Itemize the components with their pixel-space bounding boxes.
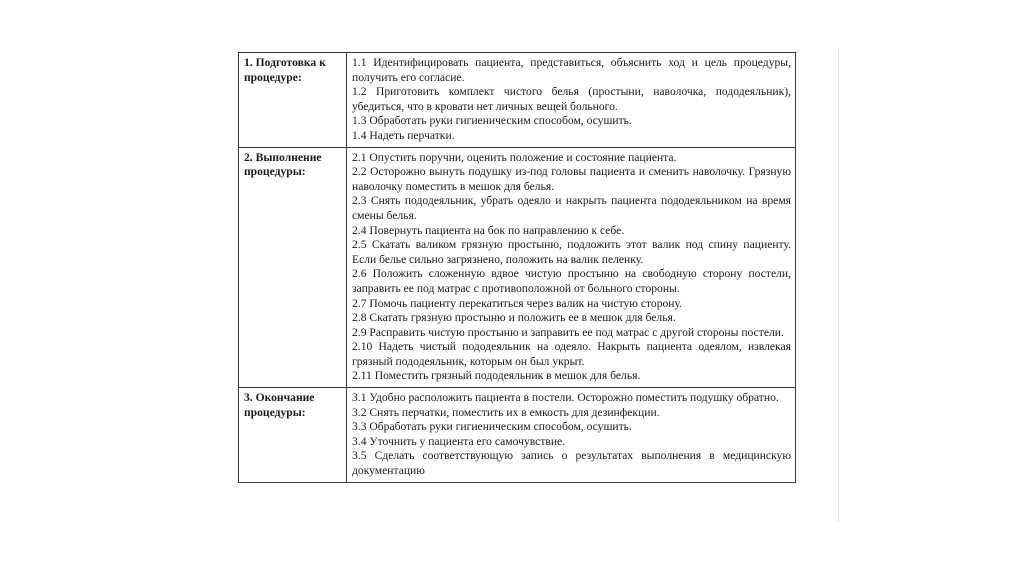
step-item: 2.11 Поместить грязный пододеяльник в мешок для белья. bbox=[352, 369, 641, 383]
stage-steps bbox=[347, 147, 796, 388]
table-row bbox=[239, 53, 796, 148]
stage-title: 2. Выполнение процедуры: bbox=[239, 147, 347, 388]
step-item: 1.4 Надеть перчатки. bbox=[352, 128, 455, 142]
page-edge-divider bbox=[838, 50, 839, 522]
step-item: 2.5 Скатать валиком грязную простыню, подложить этот валик под спину пациенту. Если белье сильно загрязнено, положить на валик пеленку. bbox=[352, 238, 791, 266]
stage-title: 1. Подготовка к процедуре: bbox=[239, 53, 347, 148]
step-item: 2.4 Повернуть пациента на бок по направлению к себе. bbox=[352, 223, 625, 237]
step-item: 2.1 Опустить поручни, оценить положение и состояние пациента. bbox=[352, 150, 677, 164]
step-item: 2.3 Снять пододеяльник, убрать одеяло и накрыть пациента пододеяльником на время смены белья. bbox=[352, 194, 791, 222]
procedure-table bbox=[238, 52, 796, 483]
step-item: 2.2 Осторожно вынуть подушку из-под головы пациента и сменить наволочку. Грязную наволочку поместить в мешок для белья. bbox=[352, 165, 791, 193]
step-item: 1.1 Идентифицировать пациента, представиться, объяснить ход и цель процедуры, получить его согласие. bbox=[352, 56, 791, 84]
step-item: 3.5 Сделать соответствующую запись о результатах выполнения в медицинскую документацию bbox=[352, 449, 791, 478]
step-item: 3.1 Удобно расположить пациента в постели. Осторожно поместить подушку обратно. bbox=[352, 391, 779, 405]
step-item: 3.3 Обработать руки гигиеническим способом, осушить. bbox=[352, 420, 632, 434]
step-item: 2.7 Помочь пациенту перекатиться через валик на чистую сторону. bbox=[352, 296, 683, 310]
step-item: 3.4 Уточнить у пациента его самочувствие. bbox=[352, 434, 566, 448]
step-item: 2.6 Положить сложенную вдвое чистую простыню на свободную сторону постели, заправить ее под матрас с противоположной от больного стороны. bbox=[352, 267, 791, 295]
table-row bbox=[239, 147, 796, 388]
step-item: 2.9 Расправить чистую простыню и заправить ее под матрас с другой стороны постели. bbox=[352, 325, 784, 339]
step-item: 2.10 Надеть чистый пододеяльник на одеяло. Накрыть пациента одеялом, извлекая грязный пододеяльник, которым он был укрыт. bbox=[352, 340, 791, 368]
stage-steps bbox=[347, 388, 796, 483]
step-item: 2.8 Скатать грязную простыню и положить ее в мешок для белья. bbox=[352, 311, 676, 325]
table-row bbox=[239, 388, 796, 483]
step-item: 3.2 Снять перчатки, поместить их в емкость для дезинфекции. bbox=[352, 405, 660, 419]
stage-steps bbox=[347, 53, 796, 148]
stage-title: 3. Окончание процедуры: bbox=[239, 388, 347, 483]
step-item: 1.3 Обработать руки гигиеническим способом, осушить. bbox=[352, 114, 632, 128]
step-item: 1.2 Приготовить комплект чистого белья (простыни, наволочка, пододеяльник), убедиться, что в кровати нет личных вещей больного. bbox=[352, 85, 791, 113]
